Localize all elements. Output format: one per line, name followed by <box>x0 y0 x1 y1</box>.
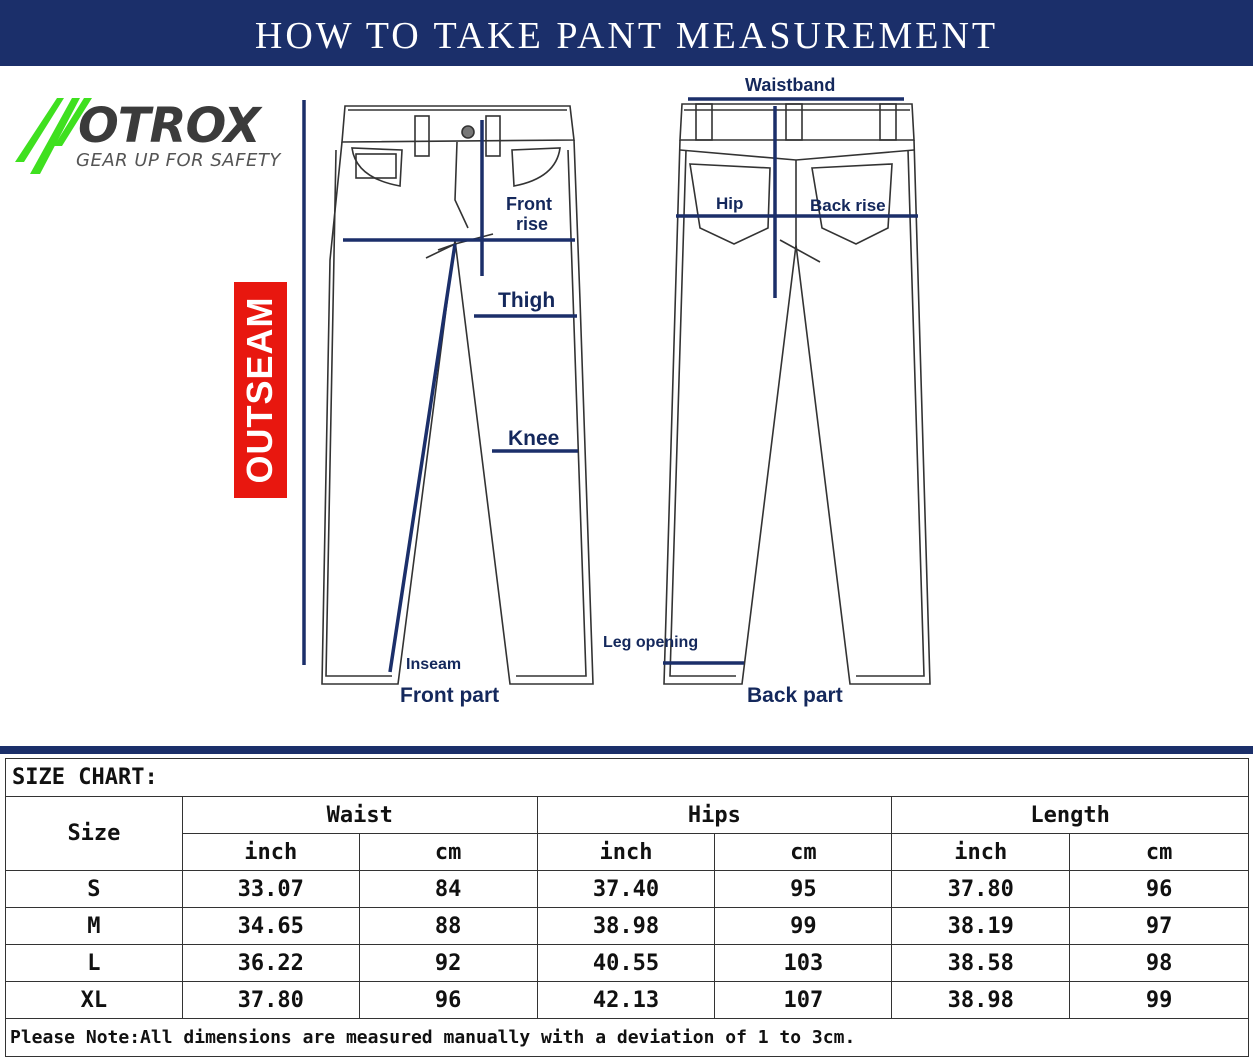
size-cell: M <box>6 908 183 945</box>
length-header: Length <box>892 797 1249 834</box>
brand-name: OTROX <box>78 98 260 154</box>
table-row <box>6 871 1249 908</box>
front-part-label: Front part <box>400 684 500 707</box>
table-cell: 107 <box>715 982 892 1019</box>
size-cell: L <box>6 945 183 982</box>
table-cell: 103 <box>715 945 892 982</box>
size-chart-table <box>5 758 1249 1057</box>
table-cell: 34.65 <box>182 908 359 945</box>
brand-tagline: GEAR UP FOR SAFETY <box>76 150 281 171</box>
front-pants-drawing <box>322 106 593 684</box>
table-cell: 95 <box>715 871 892 908</box>
table-row <box>6 945 1249 982</box>
unit-header: inch <box>182 834 359 871</box>
table-cell: 92 <box>359 945 537 982</box>
outseam-label: OUTSEAM <box>239 296 280 484</box>
size-chart-title: SIZE CHART: <box>6 759 1249 797</box>
unit-header: inch <box>537 834 715 871</box>
knee-label: Knee <box>508 427 560 450</box>
hips-header: Hips <box>537 797 892 834</box>
table-cell: 38.98 <box>892 982 1070 1019</box>
table-cell: 37.80 <box>182 982 359 1019</box>
back-pants-drawing <box>664 104 930 684</box>
section-divider <box>0 746 1253 754</box>
table-row <box>6 908 1249 945</box>
table-row <box>6 982 1249 1019</box>
table-cell: 98 <box>1070 945 1249 982</box>
thigh-label: Thigh <box>498 289 556 312</box>
table-cell: 37.40 <box>537 871 715 908</box>
table-cell: 36.22 <box>182 945 359 982</box>
leg-opening-label: Leg opening <box>603 634 699 651</box>
size-cell: S <box>6 871 183 908</box>
waist-header: Waist <box>182 797 537 834</box>
table-cell: 38.58 <box>892 945 1070 982</box>
size-chart-note: Please Note:All dimensions are measured manually with a deviation of 1 to 3cm. <box>6 1019 1249 1057</box>
table-cell: 96 <box>1070 871 1249 908</box>
table-cell: 33.07 <box>182 871 359 908</box>
page-banner <box>0 0 1253 66</box>
size-cell: XL <box>6 982 183 1019</box>
table-cell: 96 <box>359 982 537 1019</box>
table-cell: 99 <box>715 908 892 945</box>
banner-title: HOW TO TAKE PANT MEASUREMENT <box>254 15 999 57</box>
table-cell: 84 <box>359 871 537 908</box>
table-cell: 40.55 <box>537 945 715 982</box>
hip-label: Hip <box>716 194 744 213</box>
inseam-line <box>390 244 455 672</box>
front-rise-label-line2: rise <box>516 214 549 234</box>
table-cell: 97 <box>1070 908 1249 945</box>
unit-header: cm <box>715 834 892 871</box>
unit-header: cm <box>1070 834 1249 871</box>
unit-header: cm <box>359 834 537 871</box>
table-cell: 38.98 <box>537 908 715 945</box>
back-rise-label: Back rise <box>810 196 886 215</box>
table-cell: 99 <box>1070 982 1249 1019</box>
waistband-label: Waistband <box>745 75 836 95</box>
size-header: Size <box>6 797 183 871</box>
back-part-label: Back part <box>747 684 843 707</box>
inseam-label: Inseam <box>406 656 462 673</box>
table-cell: 42.13 <box>537 982 715 1019</box>
front-rise-label-line1: Front <box>506 194 552 214</box>
table-cell: 38.19 <box>892 908 1070 945</box>
table-cell: 88 <box>359 908 537 945</box>
unit-header: inch <box>892 834 1070 871</box>
table-cell: 37.80 <box>892 871 1070 908</box>
